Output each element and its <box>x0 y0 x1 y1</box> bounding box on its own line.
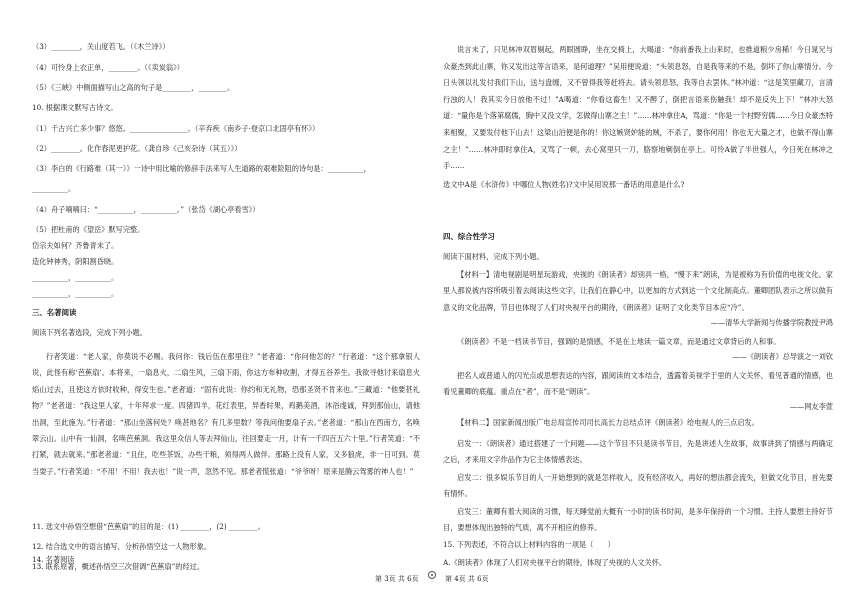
section-3-heading: 三、名著阅读 <box>32 308 77 317</box>
material-2: 【材料二】国家新闻出版广电总局宣传司司长高长力总结点评《朗读者》给电视人的三点启发。 <box>457 418 759 427</box>
shuihu-passage: 说言未了，只见林冲双眉剔起，两眼圆睁，坐在交椅上，大喝道：“你前番我上山来时，也推道粮少房稀！今日晁兄与众豪杰到此山寨，你又发出这等言语来，是何道理？”吴用便说道：“头领息怒，自是我等来的不是，倒坏了你山寨情分。今日头领以礼发付我们下山，送与盘缠，又不曾得我等赶将去。请头领息怒，我等自去罢休。”林冲道：“这是笑里藏刀，言清行浊的人！我其实今日放他不过！”A喝道：“你看这畜生！又不醉了，倒把言语来伤触我！却不是反失上下！”林冲大怒道：“量你是个落第腐儒，胸中又没文学，怎做得山寨之主！”……林冲拿住A，骂道：“你是一个村野穷儒……今日众豪杰特来相聚，又要发付他下山去！这梁山泊便是你的！你这嫉贤妒能的贼，不杀了，要你何用！你也无大量之才，也做不得山寨之主！”……林冲即时拿住A，又骂了一顿，去心窝里只一刀，胳察地剜倒在亭上。可怜A做了半世强人，今日死在林冲之手…… <box>443 45 833 171</box>
fill-in-5: （5）《三峡》中侧面描写山之高的句子是________，________。 <box>32 83 235 92</box>
section-4-heading: 四、综合性学习 <box>443 232 495 241</box>
question-14: 14. 名著阅读 <box>32 555 75 564</box>
question-13: 13. 联系原著，概述孙悟空三次借调“芭蕉扇”的经过。 <box>32 562 205 571</box>
section-4-intro: 阅读下面材料，完成下列小题。 <box>443 252 544 261</box>
enlightenment-3: 启发三：董卿有着大阅读的习惯，每天睡觉前大概有一小时的读书时间，是多年保持的一个习惯。主持人要想主持好节目，要想体现出独特的气质，离不开相应的修养。 <box>443 507 833 533</box>
question-15: 15. 下列表述，不符合以上材料内容的一项是（ ） <box>443 540 615 549</box>
novel-passage: 行者笑道：“老人家，你莫说不必赐。我问你：钱后伍在那里住？”老者道：“你问他怎的？”行者道：“这个那拿银人说，此怪有称‘芭蕉扇’。本将来，一扇息火，二扇生风，三扇下雨，你这方布种收割，才得五谷养生。我欲寻他讨来扇息火焰山过去，且使这方依时收种，得安生也。”老者道：“固有此说：你约和无礼物，恐那圣贤不肯来也。”三藏道：“他要甚礼物？”老者道：“我这里人家，十年拜求一度。四猪四羊，花红表里，异香时果，鸡鹅美酒，沐浴虔诚，拜到那仙山，请他出洞，至此施为。”行者道：“那山坐落何处？唤甚地名？有几多里数？等我问他要扇子去。”老者道：“那山在西南方，名唤翠云山。山中有一仙洞，名唤芭蕉洞。我这里众信人等去拜仙山，往回要走一月，计有一千四百五六十里。”行者笑道：“不打紧，就去就来。”那老者道：“且住，吃些茶饭，办些干粮，须得两人做伴。那路上没有人家，又多狼虎，非一日可到。莫当耍子。”行者笑道：“不用！不用！我去也！”说一声，忽然不见。那老者慌张道：“爷爷呀！原来是腾云驾雾的神人也！” <box>32 352 420 476</box>
poem-blank-2: __________，__________。 <box>32 289 119 298</box>
fill-in-4: （4）可怜身上衣正单，________。（《卖炭翁》） <box>32 63 184 72</box>
fill-in-3: （3）________，关山度若飞。（《木兰诗》） <box>32 42 170 51</box>
quote-2-source: ——网友李萱 <box>789 402 833 411</box>
question-10-1: （1）千古兴亡多少事？悠悠。________________。（辛弃疾《南乡子·登京口北固亭有怀》） <box>32 124 320 133</box>
question-10: 10. 根据课文默写古诗文。 <box>32 103 118 112</box>
poem-blank-1: __________，__________。 <box>32 273 119 282</box>
page-number-left: 第 3页 共 6页 <box>375 575 419 583</box>
question-10-3: （3）李白的《行路难（其一）》一诗中用比喻的修辞手法来写人生道路的艰难险阻的诗句是：__________， <box>32 164 371 173</box>
question-10-4: （4）舟子喃喃曰：“__________，__________。”（张岱《湖心亭看雪》） <box>32 205 260 214</box>
page-number-right: 第 4页 共 6页 <box>445 575 489 583</box>
shuihu-question: 选文中A是《水浒传》中哪位人物(姓名)?文中吴用说那一番话的用意是什么? <box>443 180 685 189</box>
poem-line-1: 岱宗夫如何？齐鲁青未了。 <box>32 241 119 250</box>
question-11: 11. 选文中孙悟空想借“芭蕉扇”的目的是：(1) ________，(2) ________。 <box>32 522 265 531</box>
material-1: 【材料一】清电视剧是明星玩游戏，央视的《朗读者》却别具一格，“慢下来”朗读，为是被称为有价值的电视文化。家里人都说被内容所吸引着去阅读这些文字，让我们在静心中，以更加的方式到达一个文化制高点。董卿团队表示之所以做有意义的文化品牌，节目也体现了人们对央视平台的期待，《朗读者》证明了文化类节目本应“冷”。 <box>443 270 833 312</box>
question-12: 12. 结合选文中的语言描写，分析孙悟空这一人物形象。 <box>32 542 212 551</box>
question-15-option-a: A.《朗读者》体现了人们对央视平台的期待，体现了央视的人文关怀。 <box>443 558 667 567</box>
quote-2: 把名人或普通人的闪光点或思想表达的内容，跟阅读的文本结合，透露着美视学于里的人文关怀，看见普通的情感，也看见董卿的底蕴。重点在“者”，而不是“朗读”。 <box>443 371 833 397</box>
question-10-2: （2）________。化作春泥更护花。（龚自珍《己亥杂诗（其五）》） <box>32 144 242 153</box>
material-1-source: ——清华大学新闻与传播学院教授尹鸿 <box>710 318 833 327</box>
section-3-intro: 阅读下列名著选段，完成下列小题。 <box>32 328 148 337</box>
enlightenment-1: 启发一：《朗读者》通过搭建了一个问题——这个节目不只是读书节目，先是讲述人生故事，故事讲到了情感与两确定之后，才来用文字作品作为它主体情感表达。 <box>443 439 833 465</box>
question-10-3-continued: __________。 <box>32 184 76 193</box>
quote-1-source: ——《朗读者》总导演之一刘钦 <box>732 352 833 361</box>
question-10-5: （5）把杜甫的《望岳》默写完整。 <box>32 225 145 234</box>
quote-1: 《朗读者》不是一档读书节目，强调的是情感，不是在上地读一篇文章，而是通过文章背后的人和事。 <box>457 337 781 346</box>
binding-hole-icon <box>428 571 436 579</box>
enlightenment-2: 启发二：很多娱乐节目的人一开始想到的就是怎样收入，没有经济收入，再好的想法都会流失，但做文化节目，首先要有情怀。 <box>443 473 833 499</box>
poem-line-2: 造化钟神秀，阴阳割昏晓。 <box>32 257 119 266</box>
